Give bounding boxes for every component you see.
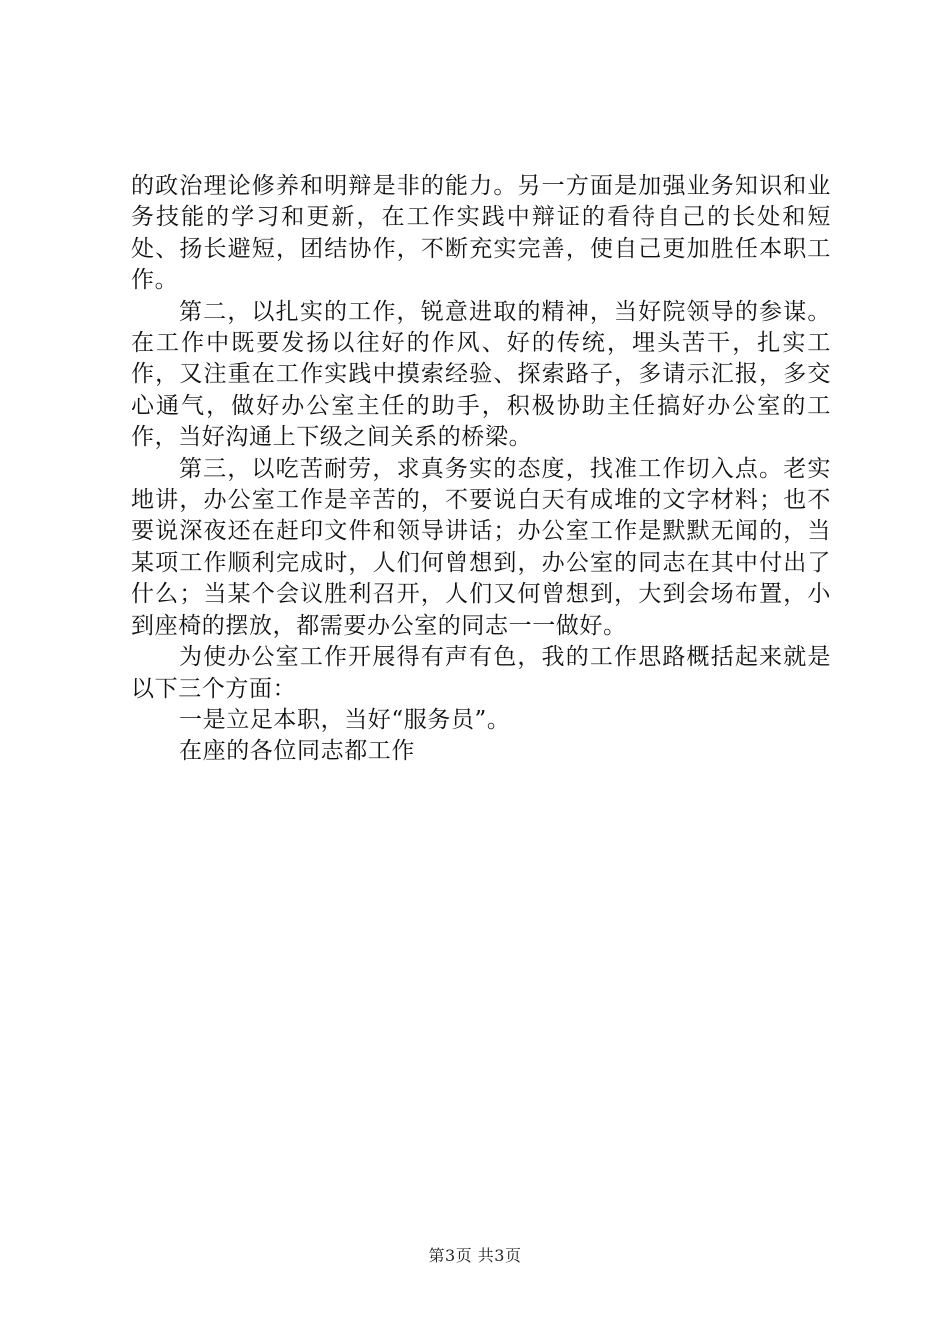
paragraph-third-point: 第三，以吃苦耐劳，求真务实的态度，找准工作切入点。老实地讲，办公室工作是辛苦的，不要说白天有成堆的文字材料；也不要说深夜还在赶印文件和领导讲话；办公室工作是默默无闻的，当某项工作顺利完成时，人们何曾想到，办公室的同志在其中付出了什么；当某个会议胜利召开，人们又何曾想到，大到会场布置，小到座椅的摆放，都需要办公室的同志一一做好。 bbox=[131, 455, 831, 639]
document-body bbox=[131, 171, 831, 768]
page-number-footer: 第3页 共3页 bbox=[428, 1246, 522, 1265]
paragraph-closing-fragment: 在座的各位同志都工作 bbox=[179, 738, 415, 765]
paragraph-continuation: 的政治理论修养和明辩是非的能力。另一方面是加强业务知识和业务技能的学习和更新，在工作实践中辩证的看待自己的长处和短处、扬长避短，团结协作，不断充实完善，使自己更加胜任本职工作。 bbox=[131, 173, 831, 294]
paragraph-second-point: 第二，以扎实的工作，锐意进取的精神，当好院领导的参谋。在工作中既要发扬以往好的作风、好的传统，埋头苦干，扎实工作，又注重在工作实践中摸索经验、探索路子，多请示汇报，多交心通气，做好办公室主任的助手，积极协助主任搞好办公室的工作，当好沟通上下级之间关系的桥梁。 bbox=[131, 298, 831, 451]
paragraph-work-approach: 为使办公室工作开展得有声有色，我的工作思路概括起来就是以下三个方面： bbox=[131, 644, 831, 702]
paragraph-first-item: 一是立足本职，当好“服务员”。 bbox=[179, 706, 511, 733]
